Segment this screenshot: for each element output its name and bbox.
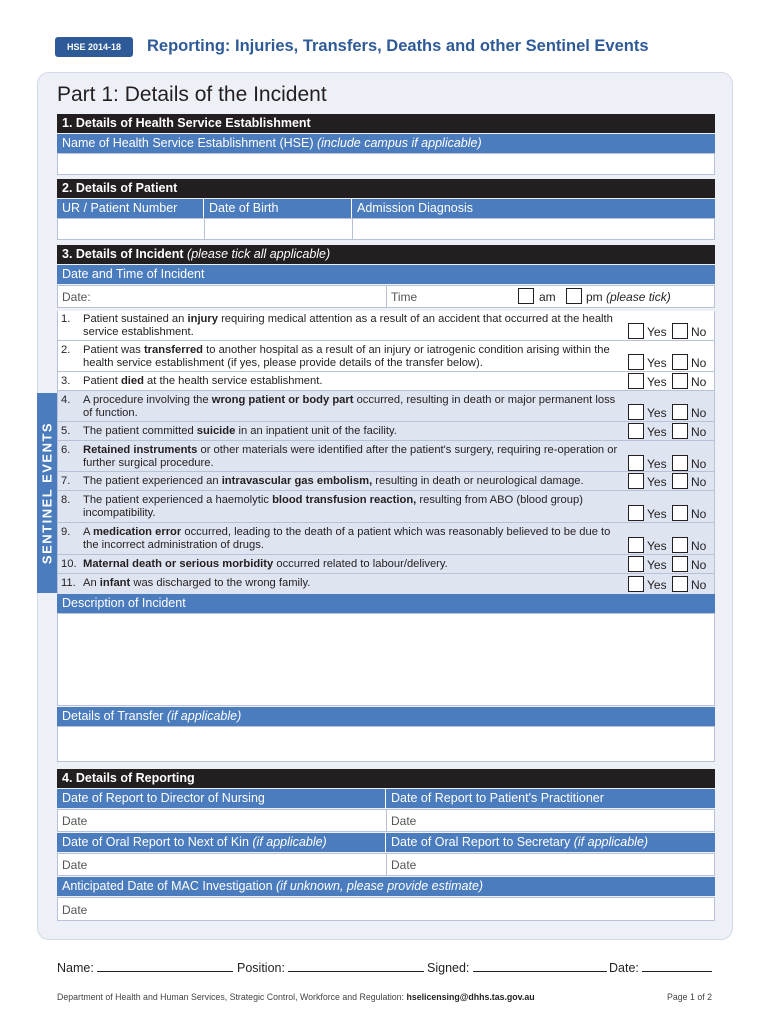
signed-label: Signed: xyxy=(427,961,470,975)
yes-label: Yes xyxy=(647,406,667,420)
hse-name-field[interactable] xyxy=(57,153,715,175)
sentinel-events-label: SENTINEL EVENTS xyxy=(39,421,55,565)
yes-no-pair xyxy=(628,404,714,420)
yes-label: Yes xyxy=(647,425,667,439)
position-field[interactable] xyxy=(288,960,424,972)
yes-checkbox[interactable] xyxy=(628,556,644,572)
hse-name-note: (include campus if applicable) xyxy=(316,136,482,150)
event-item-gas-embolism xyxy=(58,472,714,491)
no-label: No xyxy=(691,578,707,592)
incident-date-label: Date: xyxy=(62,290,91,304)
ur-number-field[interactable] xyxy=(58,219,204,239)
no-label: No xyxy=(691,558,707,572)
item-number: 11. xyxy=(61,577,76,589)
ur-number-label: UR / Patient Number xyxy=(62,201,178,215)
yes-label: Yes xyxy=(647,558,667,572)
section-1-header: 1. Details of Health Service Establishment xyxy=(57,114,715,133)
section-3-note: (please tick all applicable) xyxy=(187,247,331,261)
no-label: No xyxy=(691,406,707,420)
yes-label: Yes xyxy=(647,325,667,339)
item-number: 10. xyxy=(61,558,77,570)
admission-diagnosis-field[interactable] xyxy=(353,219,714,239)
yes-label: Yes xyxy=(647,507,667,521)
no-checkbox[interactable] xyxy=(672,505,688,521)
item-number: 8. xyxy=(61,494,71,506)
item-text: The patient experienced an intravascular gas embolism, resulting in death or neurological damage. xyxy=(83,475,584,487)
next-of-kin-date-field[interactable]: Date xyxy=(62,858,88,872)
description-field[interactable] xyxy=(57,613,715,706)
name-signoff xyxy=(57,960,233,975)
yes-no-pair xyxy=(628,556,714,572)
column-divider xyxy=(386,286,387,307)
mac-date-row xyxy=(57,897,715,921)
footer-text: Department of Health and Human Services, Strategic Control, Workforce and Regulation: xyxy=(57,992,407,1002)
no-checkbox[interactable] xyxy=(672,576,688,592)
yes-label: Yes xyxy=(647,457,667,471)
description-header: Description of Incident xyxy=(57,594,715,613)
event-item-transfusion-reaction xyxy=(58,491,714,523)
column-divider xyxy=(386,810,387,831)
event-item-medication-error xyxy=(58,523,714,555)
pm-label xyxy=(586,290,671,304)
signed-field[interactable] xyxy=(473,960,607,972)
event-item-suicide xyxy=(58,422,714,441)
item-text: The patient committed suicide in an inpatient unit of the facility. xyxy=(83,425,397,437)
secretary-label: Date of Oral Report to Secretary (if applicable) xyxy=(391,835,649,849)
yes-checkbox[interactable] xyxy=(628,323,644,339)
date-of-birth-label: Date of Birth xyxy=(209,201,279,215)
section-3-title: 3. Details of Incident xyxy=(62,247,184,261)
item-text: Patient was transferred to another hospital as a result of an injury or iatrogenic condition arising within the health service establishment (if yes, please provide details of the transfer below). xyxy=(83,344,610,369)
no-checkbox[interactable] xyxy=(672,423,688,439)
section-4-header: 4. Details of Reporting xyxy=(57,769,715,788)
am-label: am xyxy=(539,290,556,304)
practitioner-date-field[interactable]: Date xyxy=(391,814,417,828)
patient-details-row xyxy=(57,218,715,240)
yes-no-pair xyxy=(628,473,714,489)
column-divider xyxy=(385,833,386,852)
no-checkbox[interactable] xyxy=(672,556,688,572)
item-number: 6. xyxy=(61,444,71,456)
form-code-badge: HSE 2014-18 xyxy=(55,37,133,57)
director-nursing-label: Date of Report to Director of Nursing xyxy=(62,791,265,805)
transfer-field[interactable] xyxy=(57,726,715,762)
no-checkbox[interactable] xyxy=(672,323,688,339)
hse-name-label xyxy=(57,134,715,153)
no-label: No xyxy=(691,539,707,553)
yes-label: Yes xyxy=(647,475,667,489)
yes-checkbox[interactable] xyxy=(628,473,644,489)
item-text: Maternal death or serious morbidity occurred related to labour/delivery. xyxy=(83,558,448,570)
transfer-note: (if applicable) xyxy=(166,709,242,723)
datetime-header: Date and Time of Incident xyxy=(57,265,715,284)
no-label: No xyxy=(691,425,707,439)
yes-no-pair xyxy=(628,455,714,471)
incident-time-label: Time xyxy=(391,290,418,304)
part-title: Part 1: Details of the Incident xyxy=(57,83,327,106)
no-label: No xyxy=(691,325,707,339)
yes-no-pair xyxy=(628,576,714,592)
item-number: 1. xyxy=(61,313,71,325)
column-divider xyxy=(203,199,204,218)
item-text: Patient died at the health service establishment. xyxy=(83,375,323,387)
item-text: Patient sustained an injury requiring medical attention as a result of an accident that occurred at the health service establishment. xyxy=(83,313,613,338)
item-text: Retained instruments or other materials were identified after the patient's surgery, requiring re-operation or further surgical procedure. xyxy=(83,444,618,469)
section-3-header xyxy=(57,245,715,264)
item-number: 7. xyxy=(61,475,71,487)
datetime-row xyxy=(57,285,715,308)
item-text: A procedure involving the wrong patient or body part occurred, resulting in death or major permanent loss of function. xyxy=(83,394,616,419)
yes-no-pair xyxy=(628,354,714,370)
pm-note: (please tick) xyxy=(606,290,671,304)
pm-checkbox[interactable] xyxy=(566,288,582,304)
yes-checkbox[interactable] xyxy=(628,576,644,592)
name-field[interactable] xyxy=(97,960,233,972)
event-item-transferred xyxy=(58,341,714,372)
yes-no-pair xyxy=(628,537,714,553)
date-label: Date: xyxy=(609,961,639,975)
event-item-retained-instruments xyxy=(58,441,714,472)
yes-checkbox[interactable] xyxy=(628,423,644,439)
yes-checkbox[interactable] xyxy=(628,505,644,521)
section-2-header: 2. Details of Patient xyxy=(57,179,715,198)
director-nursing-date-field[interactable]: Date xyxy=(62,814,88,828)
no-checkbox[interactable] xyxy=(672,373,688,389)
no-label: No xyxy=(691,475,707,489)
no-checkbox[interactable] xyxy=(672,455,688,471)
item-text: The patient experienced a haemolytic blood transfusion reaction, resulting from ABO (blood group) incompatibility. xyxy=(83,494,583,519)
mac-label: Anticipated Date of MAC Investigation xyxy=(62,879,273,893)
no-checkbox[interactable] xyxy=(672,354,688,370)
date-signoff xyxy=(609,960,712,975)
column-divider xyxy=(386,854,387,875)
item-number: 3. xyxy=(61,375,71,387)
date-of-birth-field[interactable] xyxy=(205,219,352,239)
yes-checkbox[interactable] xyxy=(628,354,644,370)
yes-checkbox[interactable] xyxy=(628,455,644,471)
item-number: 9. xyxy=(61,526,71,538)
am-checkbox[interactable] xyxy=(518,288,534,304)
no-checkbox[interactable] xyxy=(672,404,688,420)
position-label: Position: xyxy=(237,961,285,975)
no-label: No xyxy=(691,356,707,370)
item-number: 4. xyxy=(61,394,71,406)
admission-diagnosis-label: Admission Diagnosis xyxy=(357,201,474,215)
name-label: Name: xyxy=(57,961,94,975)
no-label: No xyxy=(691,507,707,521)
yes-label: Yes xyxy=(647,539,667,553)
report-dates-header-2 xyxy=(57,833,715,852)
report-dates-header-1 xyxy=(57,789,715,808)
item-text: An infant was discharged to the wrong family. xyxy=(83,577,311,589)
yes-checkbox[interactable] xyxy=(628,537,644,553)
incident-date-field[interactable] xyxy=(98,286,383,307)
item-number: 5. xyxy=(61,425,71,437)
event-item-injury xyxy=(58,311,714,341)
column-divider xyxy=(351,199,352,218)
yes-checkbox[interactable] xyxy=(628,404,644,420)
secretary-date-field[interactable]: Date xyxy=(391,858,417,872)
footer-department xyxy=(57,992,535,1002)
transfer-header xyxy=(57,707,715,726)
next-of-kin-label: Date of Oral Report to Next of Kin (if applicable) xyxy=(62,835,327,849)
yes-label: Yes xyxy=(647,375,667,389)
event-item-wrong-patient xyxy=(58,391,714,422)
position-signoff xyxy=(237,960,424,975)
yes-label: Yes xyxy=(647,578,667,592)
transfer-header-text: Details of Transfer xyxy=(62,709,164,723)
date-field[interactable] xyxy=(642,960,712,972)
yes-no-pair xyxy=(628,505,714,521)
sentinel-events-list xyxy=(57,311,715,594)
yes-checkbox[interactable] xyxy=(628,373,644,389)
footer-email-link[interactable]: hselicensing@dhhs.tas.gov.au xyxy=(406,992,535,1002)
pm-label-text: pm xyxy=(586,290,603,304)
report-dates-row-2 xyxy=(57,853,715,876)
page-number: Page 1 of 2 xyxy=(667,992,712,1002)
yes-no-pair xyxy=(628,323,714,339)
hse-name-label-text: Name of Health Service Establishment (HSE) xyxy=(62,136,314,150)
report-dates-row-1 xyxy=(57,809,715,832)
patient-columns-header xyxy=(57,199,715,218)
item-number: 2. xyxy=(61,344,71,356)
item-text: A medication error occurred, leading to the death of a patient which was reasonably believed to be due to the incorrect administration of drugs. xyxy=(83,526,611,551)
mac-date-field[interactable]: Date xyxy=(62,903,88,917)
no-checkbox[interactable] xyxy=(672,537,688,553)
yes-no-pair xyxy=(628,373,714,389)
no-label: No xyxy=(691,457,707,471)
no-checkbox[interactable] xyxy=(672,473,688,489)
mac-header xyxy=(57,877,715,896)
yes-label: Yes xyxy=(647,356,667,370)
event-item-died xyxy=(58,372,714,391)
yes-no-pair xyxy=(628,423,714,439)
column-divider xyxy=(385,789,386,808)
form-title: Reporting: Injuries, Transfers, Deaths and other Sentinel Events xyxy=(147,37,649,55)
mac-note: (if unknown, please provide estimate) xyxy=(276,879,484,893)
signed-signoff xyxy=(427,960,607,975)
no-label: No xyxy=(691,375,707,389)
event-item-maternal-death xyxy=(58,555,714,574)
practitioner-label: Date of Report to Patient's Practitioner xyxy=(391,791,604,805)
event-item-infant xyxy=(58,574,714,594)
